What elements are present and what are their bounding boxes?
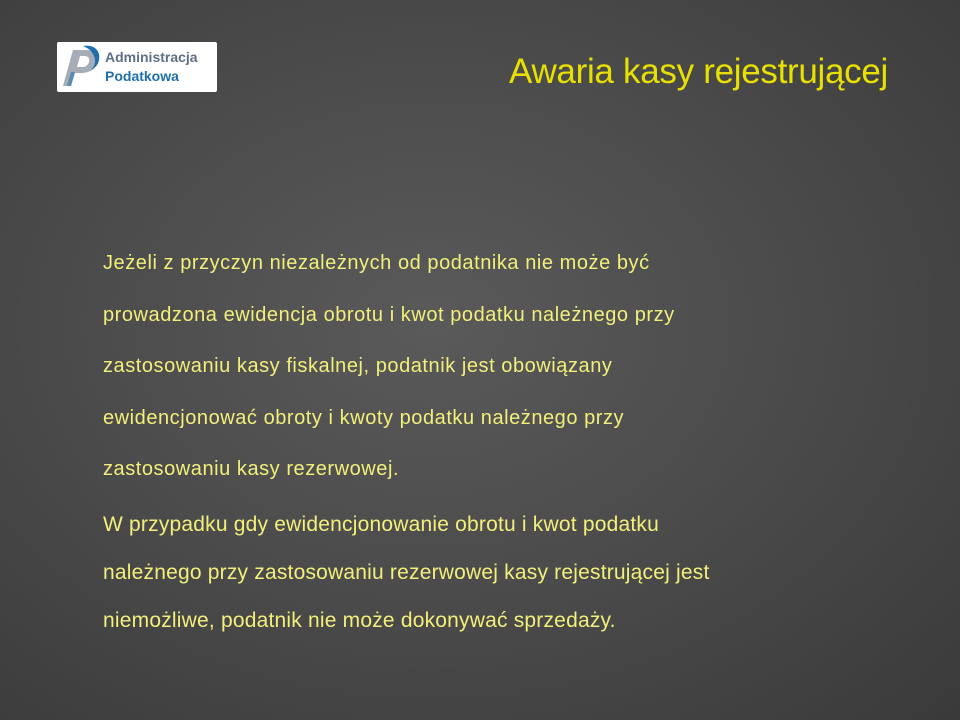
logo-text-administracja: Administracja — [105, 49, 198, 65]
paragraph-1-line: Jeżeli z przyczyn niezależnych od podatnika nie może być — [103, 252, 650, 274]
logo-text-podatkowa: Podatkowa — [105, 68, 179, 84]
paragraph-1-line: zastosowaniu kasy fiskalnej, podatnik jest obowiązany — [103, 355, 613, 377]
paragraph-1 — [103, 238, 893, 496]
paragraph-1-line: zastosowaniu kasy rezerwowej. — [103, 458, 400, 480]
paragraph-2-line: niemożliwe, podatnik nie może dokonywać sprzedaży. — [103, 608, 616, 632]
slide-title: Awaria kasy rejestrującej — [509, 52, 888, 91]
paragraph-1-line: ewidencjonować obroty i kwoty podatku należnego przy — [103, 406, 625, 429]
paragraph-1-line: prowadzona ewidencja obrotu i kwot podatku należnego przy — [103, 303, 675, 326]
slide-body — [103, 238, 893, 645]
paragraph-2 — [103, 501, 893, 645]
logo-emblem-icon — [57, 42, 105, 92]
administracja-podatkowa-logo — [57, 42, 217, 92]
paragraph-2-line: należnego przy zastosowaniu rezerwowej kasy rejestrującej jest — [103, 560, 710, 584]
paragraph-2-line: W przypadku gdy ewidencjonowanie obrotu i kwot podatku — [103, 512, 659, 536]
